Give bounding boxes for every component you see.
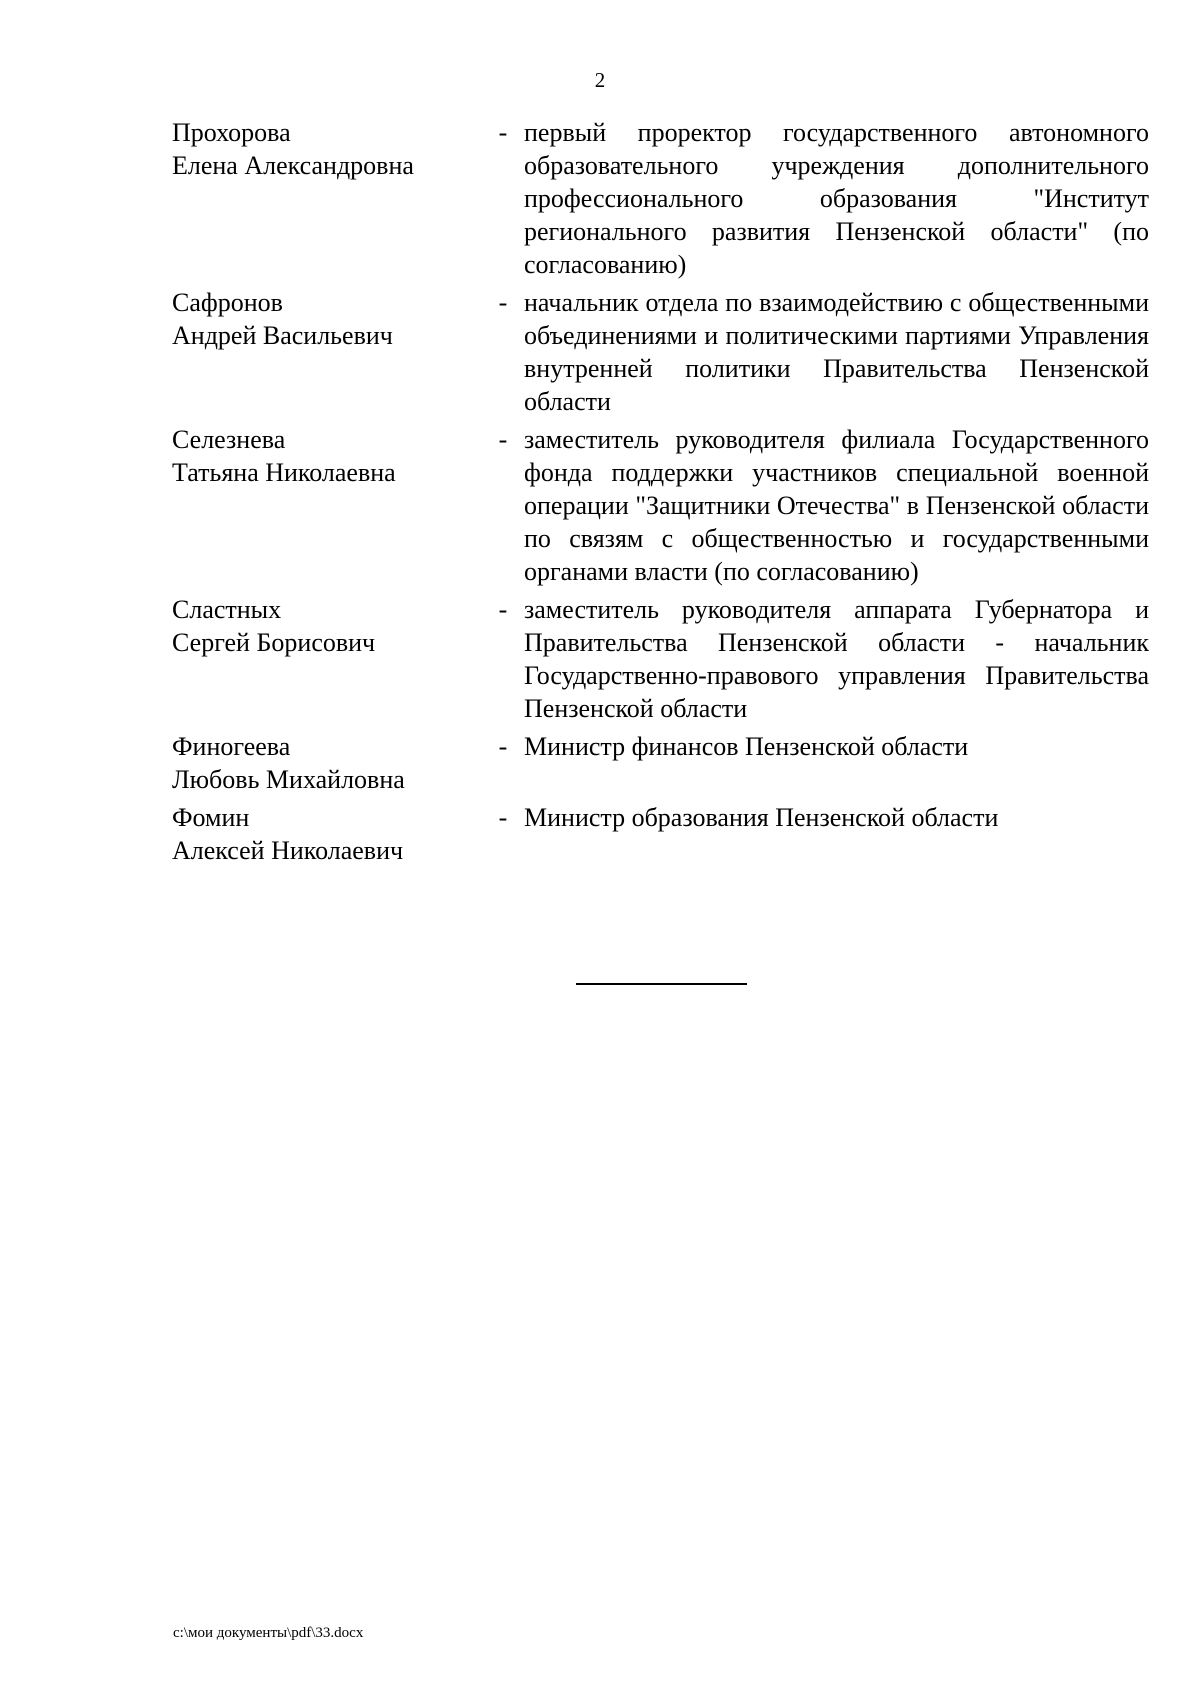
member-given-names: Сергей Борисович: [172, 628, 376, 657]
member-position: начальник отдела по взаимодействию с общественными объединениями и политическими партиями Управления внутренней политики Правительства Пензенской области: [524, 288, 1149, 416]
page-number: 2: [594, 68, 606, 92]
member-name: [172, 423, 482, 489]
member-name: [172, 593, 482, 659]
member-dash: -: [498, 803, 508, 832]
member-given-names: Татьяна Николаевна: [172, 458, 396, 487]
member-name: [172, 801, 482, 867]
member-row: [172, 116, 1149, 281]
separator-line: [576, 983, 747, 985]
member-row: [172, 423, 1149, 588]
member-row: [172, 593, 1149, 725]
member-given-names: Андрей Васильевич: [172, 321, 393, 350]
member-given-names: Любовь Михайловна: [172, 765, 405, 794]
member-dash: -: [498, 732, 508, 761]
member-dash: -: [498, 425, 508, 454]
member-surname: Сластных: [172, 595, 282, 624]
member-row: [172, 801, 1149, 867]
member-surname: Финогеева: [172, 732, 291, 761]
footer-file-path: c:\мои документы\pdf\33.docx: [173, 1625, 364, 1641]
member-position: Министр финансов Пензенской области: [524, 732, 969, 761]
member-surname: Селезнева: [172, 425, 286, 454]
member-position: заместитель руководителя филиала Государственного фонда поддержки участников специальной военной операции "Защитники Отечества" в Пензенской области по связям с общественностью и государственными органами власти (по согласованию): [524, 425, 1149, 586]
member-name: [172, 286, 482, 352]
member-row: [172, 286, 1149, 418]
member-list: [172, 116, 1149, 872]
member-position: заместитель руководителя аппарата Губернатора и Правительства Пензенской области - начальник Государственно-правового управления Правительства Пензенской области: [524, 595, 1149, 723]
member-surname: Прохорова: [172, 118, 291, 147]
member-row: [172, 730, 1149, 796]
member-given-names: Алексей Николаевич: [172, 836, 404, 865]
member-dash: -: [498, 288, 508, 317]
member-surname: Сафронов: [172, 288, 283, 317]
member-given-names: Елена Александровна: [172, 151, 414, 180]
member-dash: -: [498, 118, 508, 147]
member-dash: -: [498, 595, 508, 624]
member-name: [172, 116, 482, 182]
member-name: [172, 730, 482, 796]
member-surname: Фомин: [172, 803, 250, 832]
member-position: Министр образования Пензенской области: [524, 803, 999, 832]
member-position: первый проректор государственного автономного образовательного учреждения дополнительного профессионального образования "Институт регионального развития Пензенской области" (по согласованию): [524, 118, 1149, 279]
